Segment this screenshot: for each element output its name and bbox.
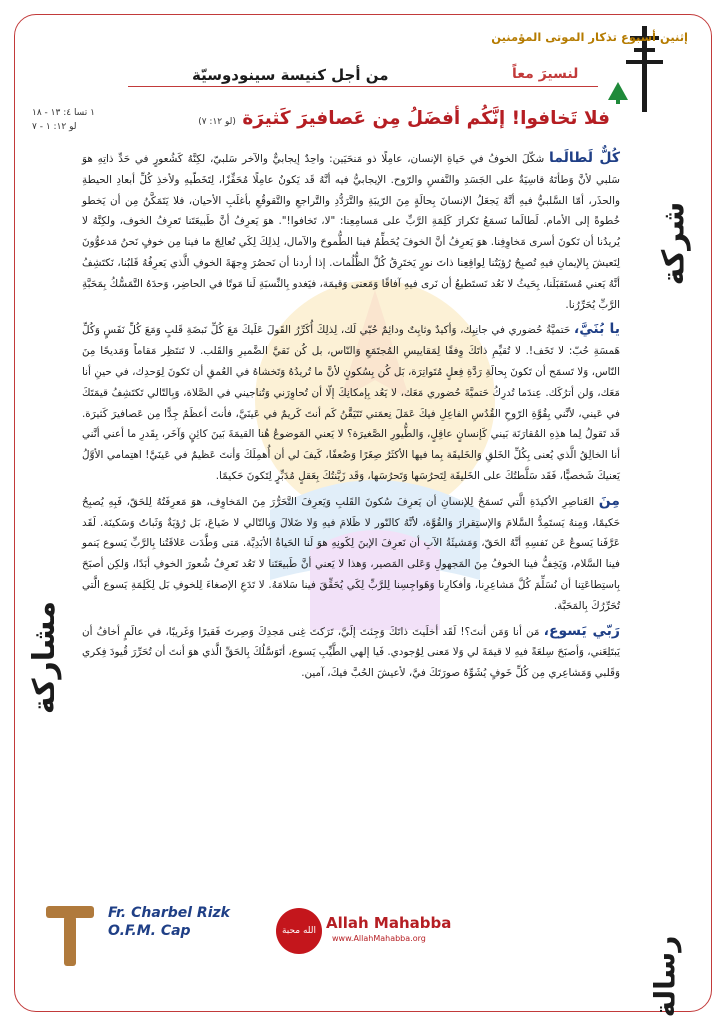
paragraph-text: شكّلَ الخوفُ في حَياةِ الإنسان، عامِلًا ذو مَنحَيَين: واحِدٌ إيجابيٌّ والآخر سَلبيّ، لكِنَّهُ كَشُعورٍ في حَدِّ ذاتِهِ هوَ سَلبي لأنَّ وَطأتَهُ قاسِيَةٌ على الجَسَدِ والنَّفسِ والرّوح. الإيجابيُّ فيه أنَّهُ قَد يَكونُ عامِلًا مُحَفِّزًا، لِتَخَطّيهِ ولأخذِ كُلِّ أبعادِ الحيطةِ والحذَر، أمّا السَّلبيُّ فيهِ أنَّهُ يَجعَلُ الإنسانَ بِحالَةٍ مِنَ الرّيبَةِ والتَّرَدُّدِ والتَّراجعِ والتَّقوقُعِ بأغلَبِ الأحيان، فلا يَتَمَكَّنُ مِن أن يَخطو خُطوةً إلى الأمام. لَطالَما نَسمَعُ تَكرارَ كَلِمَةِ الرَّبِّ على مَسامِعِنا: "لا، تَخافوا!". هوَ يَعرِفُ أنَّ طَبيعَتَنا تَعرِفُ الخوف، ولكِنَّهُ لا يُريدُنا أن نَكونَ أسرى مَخاوِفِنا. هوَ يَعرِفُ أنَّ الخوفَ يُحَطِّمُ فينا الطُّموحَ والآمال، لِذلِكَ لِكَي نُعالِجَ ما فينا مِن خوفٍ نَحنُ مَدعوُّونَ لِنَعيشَ بِالإيمانِ فيهِ تُصبِحُ رُؤيَتُنا لِواقِعِنا ذاتَ نورٍ يَختَرِقُ كُلَّ الظُّلُمات. إذا أردنا أن نَحصُرَ وِجهَةَ الخوفِ الَّذي يَعرِفُهُ قَلبُنا، نَكتَشِفُ أنَّهُ يَعني مُستَقبَلَنا، بِحَيثُ لا نَعُد نَستَطيعُ أن نَرى فيهِ آفاقًا وَمَعنى وَقيمَة، فيَغدو بِالنِّسبَةِ لَنا مَوتًا في الحاضِر، وَحدَهُ التَّمَسُّكُ بِمَحَبَّةِ الرَّبِّ يُحَرِّرُنا. (82, 153, 620, 311)
paragraph (82, 148, 620, 315)
paragraph-lead: يا بُنَيَّ، (573, 321, 620, 338)
paragraph (82, 621, 620, 684)
site-name: Allah Mahabba (326, 914, 452, 932)
paragraph-lead: رَبّي يَسوع، (543, 622, 620, 639)
author-name (108, 904, 230, 940)
reference-1: ١ تسا ٤: ١٣ - ١٨ (32, 108, 95, 118)
reference-2: لو ١٢: ١ - ٧ (32, 122, 77, 132)
paragraph-lead: كُلٌّ لَطالَما (549, 150, 620, 166)
series-title: إثنين أسبوع تذكار الموتى المؤمنين (491, 30, 688, 44)
cedar-icon (605, 80, 631, 106)
author-line-2: O.F.M. Cap (108, 923, 191, 939)
site-url[interactable]: www.AllahMahabba.org (332, 934, 426, 943)
paragraph (82, 319, 620, 486)
paragraph (82, 491, 620, 617)
side-word-bottom: رسالة (648, 935, 682, 1018)
author-line-1: Fr. Charbel Rizk (108, 905, 230, 921)
side-word-left: مشاركة (27, 600, 63, 715)
paragraph-text: مَن أنا وَمَن أنتَ؟! لَقَد أخلَيتَ ذاتَكَ وَجِئتَ إلَيَّ، تَرَكتَ غِنى مَجدِكَ وَصِرتَ فَقيرًا وَغَريبًا، في عالَمٍ أخافُ أن يَبتَلِعَني، وَأصبَحَ سِلعَةً فيهِ لا قيمَةَ لي وَلا مَعنى لِوُجودي. فَيا إلهي الطَّيِّبِ يَسوع، أتَوَسَّلُكَ بِالحَقِّ الَّذي هوَ أنتَ أن تُحَرِّرَ قُيودَ فِكري وَقَلبي وَمَشاعِري مِن كُلِّ خَوفٍ يُشَوِّهُ صورَتَكَ فيَّ، لأعيشَ الحُبَّ فيكَ، آمين. (82, 625, 620, 680)
paragraph-text: حَتميَّةُ حُضوري في جانِبِك، وَأكيدٌ وثابِتٌ ودائِمٌ حُبّي لَك، لِذلِكَ أُكَرِّرُ القَولَ عَلَيكَ مَعَ كُلِّ نَبضَةِ قَلبٍ وَمَعَ كُلِّ نَفَسٍ وَكُلِّ هَمسَةِ حُبّ: لا تَخَف!. لا تُقيِّمِ ذاتَكَ وِفقًا لِمَقاييسِ المُجتَمَعِ وَالنّاس، بل كُن نَقيَّ الضَّميرِ وَالقَلب. لا تَنتَظِر مَقاماً وَمَديحًا مِنَ النّاس، وَلا تَسمَح أن تَكونَ بِحالَةِ رَدَّةِ فِعلٍ مُتَواتِرَة، بَل كُن بِسُكونٍ لأنَّ ما تُريدُهُ وَتَخشاهُ في العُمقِ أن تَكونَ لِوَحدِك، في حينِ أنا مَعَك، وَلن أترُكَك. عِندَما تُدرِكُ حَتميَّةَ حُضوري مَعَك، لا يَعُد بِإمكانِكَ إلّا أن تُحاوِرَني وَتُناجيني في الصَّلاة، وَبِالتّالي تَكتَشِفُ قيمَتَكَ في عَيني، لأنَّني بِقُوَّةِ الرّوحِ القُدُسِ الفاعِلِ فيكَ عَمَلَ نِعمَتي تَتَيَقَّنُ كَم أنتَ كَريمٌ في عَينَيَّ، فأنتَ أعظَمُ جِدًّا مِن عَصافيرَ كَثيرَة. قَد تَقولُ لِما هذِهِ المُقارَنَة بَيني كَإنسانٍ عاقِلٍ، وَالطُّيورِ الصَّغيرَة؟ لا يَعني المَوضوعُ هُنا القيمَةَ بَينَ كائِنٍ وَآخَر، بِقَدرِ ما أعني أنَّني أنا الخالِقُ الَّذي يُعنى بِكُلِّ الخَلقِ وَالخَليقَة بِما فيها الأكثَرُ صِغَرًا وَضُعفًا، كَيفَ لي أن أُهمِلَكَ وَأنتَ عَظيمٌ في عَينَيَّ! اهتِمامي الأوَّلُ يَعنيكَ شَخصيًّا، فَقَد سَلَّطتُكَ على الخَليقَة لِتَحرُسَها وَتَحرُسَها، وَقَد زَيَّنتُكَ بِعَقلٍ مُدَبِّرٍ لِتَكونَ حَكيمًا. (82, 324, 620, 482)
paragraph-lead: مِنَ (598, 492, 620, 509)
title-reference: (لو ١٢: ٧) (198, 117, 236, 127)
paragraph-text: العَناصِرِ الأكيدَةِ الَّتي تَسمَحُ لِلإنسانِ أن يَعرِفَ سُكونَ القَلبِ وَيَعرِفَ التَّحَرُّرَ مِنَ المَخاوِف، هوَ مَعرِفَتُهُ لِلحَقّ، فَبِهِ يُصبِحُ حَكيمًا، وَمِنهُ يَستَمِدُّ السَّلامَ وَالإستِقرارَ وَالقُوَّة، لأنَّهُ كالنّور لا ظَلامَ فيهِ وَلا ضَلالَ وَبِالتّالي لا ضَياعَ، بَل رُؤيَةٌ وَثَباتٌ وَسَكينَة. لَقَد عَرَّفَنا يَسوعُ عَن نَفسِهِ أنَّهُ الحَقّ، وَمَشيئَةُ الآبِ أن نَعرِفَ الإبنَ لِكَونِهِ هوَ لَنا الحَياةُ الأبَدِيَّة. مَتى وَطَّدَت عَلاقَتُنا بِالرَّبِّ يَسوع يَنمو فينا السَّلام، وَيَخِفُّ فينا الخوفُ مِنَ المَجهولِ وَعَلى المَصير، وَهذا لا يَعني أنَّ طَبيعَتَنا لا تَعُد تَعرِفُ شُعورَ الخوفِ أبَدًا، وَلكِن أصبَحَ بِاستِطاعَتِنا أن نُسَلِّمَ كُلَّ مَشاعِرِنا، وَأفكارِنا وَهَواجِسِنا لِلرَّبِّ لِكَي يُحَقِّقَ فينا سَلامَهُ. لا تَدَعِ الإصغاءَ لِلخوفِ بَل لِكَلِمَةِ يَسوع الَّتي تُحَرِّرُكَ بِالمَحَبَّة. (82, 495, 620, 612)
scripture-references (32, 106, 102, 134)
header-church: من أجل كنيسة سينودوسيّة (186, 66, 395, 84)
title-text: فلا تَخافوا! إنَّكُم أفضَلُ مِن عَصافيرَ كَثيرَة (242, 108, 610, 129)
allah-mahabba-seal-icon: الله محبة (276, 908, 322, 954)
article-body (82, 148, 620, 688)
side-word-right: شركة (656, 201, 692, 286)
tau-cross-icon (42, 900, 98, 970)
header-motto: لنسيرَ معاً (506, 66, 584, 82)
page-title (110, 108, 610, 129)
